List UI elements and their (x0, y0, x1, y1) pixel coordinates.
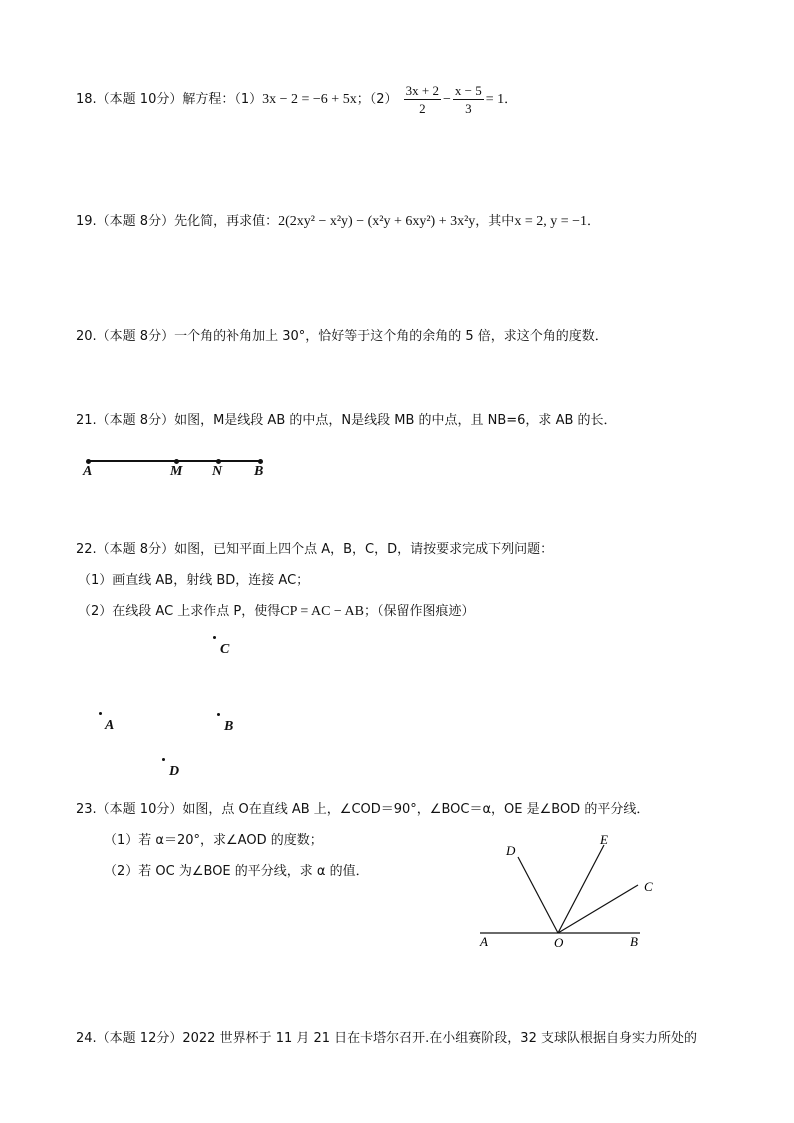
question-24: 24.（本题 12分）2022 世界杯于 11 月 21 日在卡塔尔召开.在小组赛阶段，32 支球队根据自身实力所处的 (76, 1031, 697, 1046)
ray-od (518, 857, 558, 933)
label-a: A (480, 934, 488, 949)
point-d-dot (162, 758, 165, 761)
label-point-b: B (224, 719, 234, 734)
label-d: D (506, 843, 516, 858)
question-22-part-2 (78, 603, 475, 621)
label-o: O (554, 935, 564, 950)
label-c: C (644, 879, 653, 894)
q19-mid: ，其中 (475, 214, 515, 229)
question-18 (76, 83, 517, 116)
label-e: E (600, 832, 608, 847)
question-19 (76, 213, 600, 231)
q19-prefix: 19.（本题 8分）先化简，再求值： (76, 214, 279, 229)
angle-figure (470, 825, 660, 955)
q19-condition: x = 2, y = −1 (514, 214, 587, 229)
segment-figure (80, 452, 280, 482)
question-20: 20.（本题 8分）一个角的补角加上 30°，恰好等于这个角的余角的 5 倍，求这个角的度数． (76, 329, 608, 344)
question-23-part-2: （2）若 OC 为∠BOE 的平分线，求 α 的值． (104, 864, 369, 879)
q18-equation-1: 3x − 2 = −6 + 5x (262, 92, 357, 107)
label-b: B (254, 464, 264, 479)
q18-separator: ；（2） (356, 92, 398, 107)
point-a-dot-q22 (99, 712, 102, 715)
q19-end: ． (587, 214, 601, 229)
question-21: 21.（本题 8分）如图，M是线段 AB 的中点，N是线段 MB 的中点，且 NB=6，求 AB 的长． (76, 413, 617, 428)
label-b: B (630, 934, 638, 949)
label-point-c: C (220, 642, 230, 657)
question-22-part-1: （1）画直线 AB，射线 BD，连接 AC； (78, 573, 310, 588)
question-22: 22.（本题 8分）如图，已知平面上四个点 A，B，C，D，请按要求完成下列问题： (76, 542, 554, 557)
label-n: N (212, 464, 223, 479)
q18-end: ． (504, 92, 518, 107)
q18-prefix: 18.（本题 10分）解方程：（1） (76, 92, 263, 107)
q18-rhs: = 1 (485, 92, 505, 107)
label-m: M (170, 464, 183, 479)
label-point-a: A (105, 718, 115, 733)
point-b-dot-q22 (217, 713, 220, 716)
q22-part2-suffix: ；（保留作图痕迹） (364, 604, 475, 619)
q22-part2-prefix: （2）在线段 AC 上求作点 P，使得 (78, 604, 281, 619)
q19-expression: 2(2xy² − x²y) − (x²y + 6xy²) + 3x²y (278, 214, 476, 229)
question-23-part-1: （1）若 α＝20°，求∠AOD 的度数； (104, 833, 323, 848)
q18-minus: − (442, 92, 451, 107)
point-c-dot (213, 636, 216, 639)
question-23: 23.（本题 10分）如图，点 O在直线 AB 上，∠COD＝90°，∠BOC＝α，OE 是∠BOD 的平分线． (76, 802, 650, 817)
label-point-d: D (169, 764, 180, 779)
q18-fraction-1: $\frac{3x + 2}{2}$ (405, 83, 439, 116)
q18-fraction-2: $\frac{x - 5}{3}$ (454, 83, 482, 116)
q22-part2-equation: CP = AC − AB (280, 604, 364, 619)
label-a: A (83, 464, 93, 479)
